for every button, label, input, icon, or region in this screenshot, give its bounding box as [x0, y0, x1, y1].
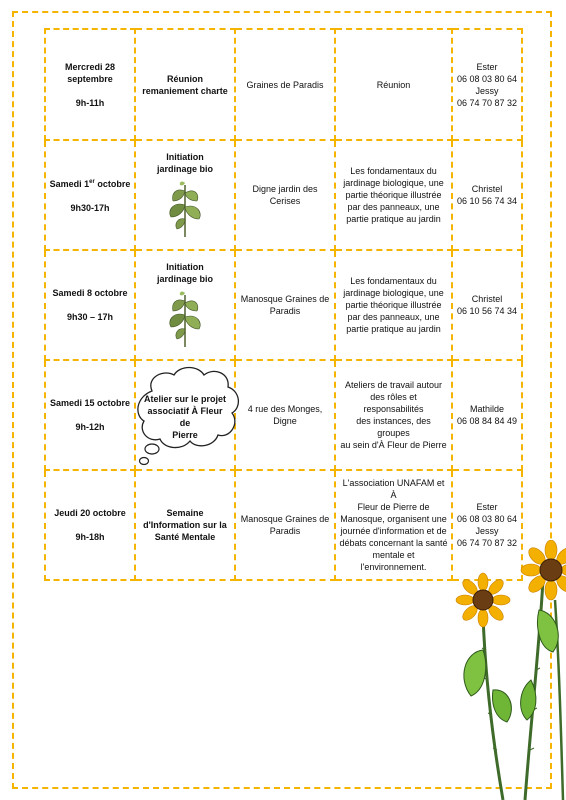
event-title: Réunion remaniement charte: [135, 29, 235, 140]
event-place: Manosque Graines de Paradis: [235, 250, 335, 360]
event-contact: Mathilde 06 08 84 84 49: [452, 360, 522, 470]
sunflowers-illustration: [455, 540, 566, 800]
table-row: [45, 250, 522, 360]
event-title: Initiation jardinage bio: [135, 140, 235, 250]
event-contact: Ester 06 08 03 80 64 Jessy 06 74 70 87 32: [452, 29, 522, 140]
event-contact: Ester 06 08 03 80 64 Jessy 06 74 70 87 32: [452, 470, 522, 580]
event-contact: Christel 06 10 56 74 34: [452, 250, 522, 360]
event-place: Graines de Paradis: [235, 29, 335, 140]
event-date: Samedi 15 octobre 9h-12h: [45, 360, 135, 470]
event-date: Samedi 1er octobre 9h30-17h: [45, 140, 135, 250]
event-date: Mercredi 28 septembre 9h-11h: [45, 29, 135, 140]
event-title: Semaine d'Information sur la Santé Mentale: [135, 470, 235, 580]
table-row: [45, 360, 522, 470]
event-place: 4 rue des Monges, Digne: [235, 360, 335, 470]
event-contact: Christel 06 10 56 74 34: [452, 140, 522, 250]
event-description: Les fondamentaux du jardinage biologique, une partie théorique illustrée par des panneaux, une partie pratique au jardin: [335, 250, 452, 360]
event-description: Ateliers de travail autour des rôles et responsabilités des instances, des groupes au sein d'À Fleur de Pierre: [335, 360, 452, 470]
event-place: Manosque Graines de Paradis: [235, 470, 335, 580]
event-description: L'association UNAFAM et À Fleur de Pierre de Manosque, organisent une journée d'information et de débats concernant la santé mentale et l'environnement.: [335, 470, 452, 580]
events-table: [44, 28, 523, 581]
table-row: [45, 470, 522, 580]
plant-sprig-icon: [165, 289, 205, 349]
event-title: Initiation jardinage bio: [135, 250, 235, 360]
event-title: Atelier sur le projet associatif À Fleur de Pierre: [135, 360, 235, 470]
event-place: Digne jardin des Cerises: [235, 140, 335, 250]
plant-sprig-icon: [165, 179, 205, 239]
event-description: Réunion: [335, 29, 452, 140]
event-description: Les fondamentaux du jardinage biologique, une partie théorique illustrée par des panneaux, une partie pratique au jardin: [335, 140, 452, 250]
table-row: [45, 140, 522, 250]
table-row: [45, 29, 522, 140]
event-date: Jeudi 20 octobre 9h-18h: [45, 470, 135, 580]
event-date: Samedi 8 octobre 9h30 – 17h: [45, 250, 135, 360]
